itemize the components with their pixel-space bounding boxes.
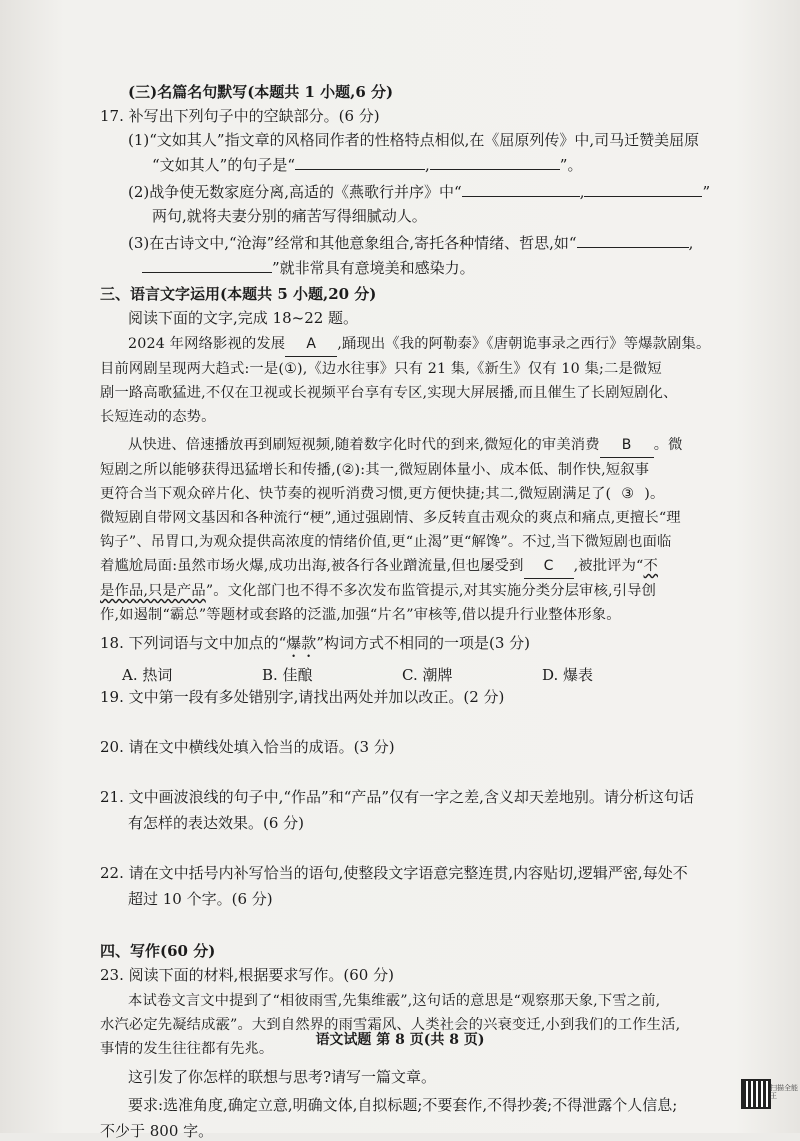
requirements-line2: 不少于 800 字。 (100, 1122, 214, 1140)
passage-para1-line4: 长短连动的态势。 (100, 409, 216, 425)
passage-para2-line2: 短剧之所以能够获得迅猛增长和传播,(②):其一,微短剧体量小、成本低、制作快,短叙事 (100, 462, 650, 478)
answer-blank[interactable] (577, 232, 689, 248)
q22-line1: 22. 请在文中括号内补写恰当的语句,使整段文字语意完整连贯,内容贴切,逻辑严密,每处不 (100, 864, 688, 882)
page-footer: 语文试题 第 8 页(共 8 页) (315, 1032, 485, 1048)
q21-line2: 有怎样的表达效果。(6 分) (128, 814, 305, 832)
section-header-language: 三、语言文字运用(本题共 5 小题,20 分) (100, 285, 377, 303)
q18-option-c[interactable]: C. 潮牌 (402, 666, 453, 684)
reading-intro: 阅读下面的文字,完成 18~22 题。 (128, 309, 359, 327)
answer-blank[interactable] (462, 181, 580, 197)
section-header-writing: 四、写作(60 分) (100, 942, 216, 960)
q17-part1-line2: “文如其人”的句子是“ , ”。 (152, 156, 583, 174)
wavy-underlined-sentence: 是作品,只是产品 (100, 583, 206, 599)
page-content (100, 82, 760, 1141)
passage-para2-line7: 是作品,只是产品”。文化部门也不得不多次发布监管提示,对其实施分类分层审核,引导创 (100, 583, 657, 599)
q17-title: 17. 补写出下列句子中的空缺部分。(6 分) (100, 107, 380, 125)
passage-para2-line4: 微短剧自带网文基因和各种流行“梗”,通过强剧情、多反转直击观众的爽点和痛点,更擅长“理 (100, 510, 681, 526)
q17-part3-line2: ”就非常具有意境美和感染力。 (100, 257, 760, 278)
q18-title: 18. 下列词语与文中加点的“爆款”构词方式不相同的一项是(3 分) (100, 634, 530, 652)
q23-title: 23. 阅读下面的材料,根据要求写作。(60 分) (100, 966, 394, 984)
material-line1: 本试卷文言文中提到了“相彼雨雪,先集维霰”,这句话的意思是“观察那天象,下雪之前, (128, 993, 661, 1009)
material-line2: 水汽必定先凝结成霰”。大到自然界的雨雪霜风、人类社会的兴衰变迁,小到我们的工作生活, (100, 1017, 681, 1033)
blank-a[interactable]: A (285, 332, 337, 357)
passage-para2-line5: 钩子”、吊胃口,为观众提供高浓度的情绪价值,更“止渴”更“解馋”。不过,当下微短剧也面临 (100, 534, 672, 550)
q18-option-d[interactable]: D. 爆表 (542, 666, 594, 684)
section-header-memorization: (三)名篇名句默写(本题共 1 小题,6 分) (128, 83, 394, 101)
q18-option-a[interactable]: A. 热词 (122, 666, 173, 684)
passage-para2-line1: 从快进、倍速播放再到刷短视频,随着数字化时代的到来,微短化的审美消费 B 。微 (100, 433, 760, 458)
answer-blank[interactable] (295, 154, 425, 170)
requirements-line1: 要求:选准角度,确定立意,明确文体,自拟标题;不要套作,不得抄袭;不得泄露个人信息; (128, 1096, 678, 1114)
material-line4: 这引发了你怎样的联想与思考?请写一篇文章。 (128, 1068, 437, 1086)
qr-code-icon (741, 1079, 771, 1109)
answer-blank[interactable] (584, 181, 702, 197)
blank-c[interactable]: C (524, 554, 574, 579)
passage-para2-line6: 着尴尬局面:虽然市场火爆,成功出海,被各行各业蹭流量,但也屡受到 C ,被批评为“不 (100, 554, 760, 579)
q22-line2: 超过 10 个字。(6 分) (128, 890, 273, 908)
passage-para1-line1: 2024 年网络影视的发展 A ,踊现出《我的阿勒泰》《唐朝诡事录之西行》等爆款剧集。 (100, 332, 760, 357)
q18-option-b[interactable]: B. 佳酿 (262, 666, 313, 684)
passage-para1-line3: 剧一路高歌猛进,不仅在卫视或长视频平台享有专区,实现大屏展播,而且催生了长剧短剧化、 (100, 385, 678, 401)
q18-options (100, 665, 760, 685)
answer-blank[interactable] (430, 154, 560, 170)
q19-title: 19. 文中第一段有多处错别字,请找出两处并加以改正。(2 分) (100, 688, 505, 706)
q17-part1-line1: (1)“文如其人”指文章的风格同作者的性格特点相似,在《屈原列传》中,司马迁赞美屈原 (128, 131, 700, 149)
q17-part2-line1: (2)战争使无数家庭分离,高适的《燕歌行并序》中“ , ” (128, 183, 711, 201)
passage-para2-line8: 作,如遏制“霸总”等题材或套路的泛滥,加强“片名”审核等,借以提升行业整体形象。 (100, 607, 621, 623)
material-line3: 事情的发生往往都有先兆。 (100, 1041, 274, 1057)
q21-line1: 21. 文中画波浪线的句子中,“作品”和“产品”仅有一字之差,含义却天差地别。请分析这句话 (100, 788, 694, 806)
q20-title: 20. 请在文中横线处填入恰当的成语。(3 分) (100, 738, 395, 756)
q17-part2-line2: 两句,就将夫妻分别的痛苦写得细腻动人。 (152, 207, 427, 225)
answer-blank[interactable] (142, 257, 272, 273)
q17-part3-line1: (3)在古诗文中,“沧海”经常和其他意象组合,寄托各种情绪、哲思,如“ , (128, 234, 694, 252)
passage-para2-line3: 更符合当下观众碎片化、快节奏的视听消费习惯,更方便快捷;其二,微短剧满足了( ③ )。 (100, 486, 665, 502)
passage-para1-line2: 目前网剧呈现两大趋式:一是(①),《边水往事》只有 21 集,《新生》仅有 10 集;二是微短 (100, 361, 662, 377)
scanner-watermark: 扫描全能王 (770, 1084, 798, 1100)
blank-b[interactable]: B (600, 433, 654, 458)
